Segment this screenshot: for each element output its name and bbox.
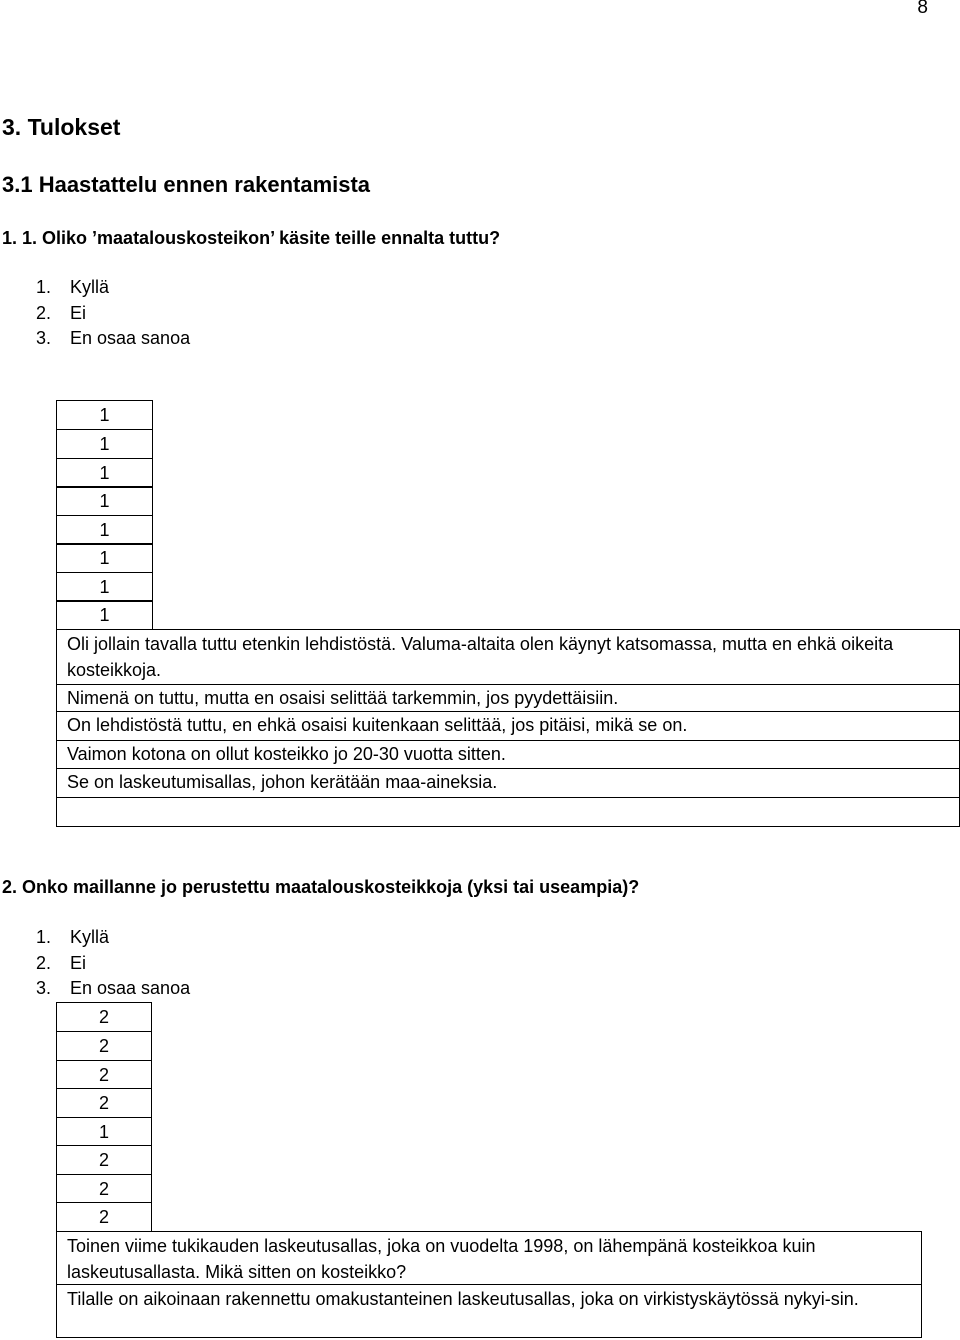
option-number: 3.	[36, 978, 52, 998]
answer-cell: Se on laskeutumisallas, johon kerätään maa-aineksia.	[56, 768, 960, 798]
code-cell: 2	[56, 1145, 152, 1175]
code-cell: 1	[56, 429, 153, 459]
q1-option-3	[36, 328, 190, 349]
option-label: En osaa sanoa	[70, 328, 191, 348]
section-heading: 3. Tulokset	[2, 114, 121, 140]
code-cell: 2	[56, 1174, 152, 1203]
code-cell: 1	[56, 458, 153, 488]
option-label: En osaa sanoa	[70, 978, 191, 998]
q2-option-3	[36, 978, 190, 999]
answer-cell: Oli jollain tavalla tuttu etenkin lehdistöstä. Valuma-altaita olen käynyt katsomassa, mutta en ehkä oikeita kosteikkoja.	[56, 629, 960, 685]
answer-cell: Tilalle on aikoinaan rakennettu omakustanteinen laskeutusallas, joka on virkistyskäytössä nykyi-sin.	[56, 1284, 922, 1338]
option-number: 3.	[36, 328, 52, 348]
answer-cell: Toinen viime tukikauden laskeutusallas, joka on vuodelta 1998, on lähempänä kosteikkoa kuin laskeutusallasta. Mikä sitten on kosteikko?	[56, 1231, 922, 1285]
q2-option-2	[36, 953, 86, 974]
option-label: Kyllä	[70, 277, 110, 297]
answer-cell: Vaimon kotona on ollut kosteikko jo 20-30 vuotta sitten.	[56, 740, 960, 769]
option-number: 1.	[36, 277, 52, 297]
answer-cell: On lehdistöstä tuttu, en ehkä osaisi kuitenkaan selittää, jos pitäisi, mikä se on.	[56, 711, 960, 741]
option-number: 1.	[36, 927, 52, 947]
option-number: 2.	[36, 303, 52, 323]
code-cell: 1	[56, 543, 153, 573]
page-number: 8	[917, 0, 928, 18]
question-1: 1. 1. Oliko ’maatalouskosteikon’ käsite teille ennalta tuttu?	[2, 228, 501, 248]
answer-cell	[56, 797, 960, 827]
code-cell: 2	[56, 1031, 152, 1061]
q1-option-2	[36, 303, 86, 324]
code-cell: 1	[56, 400, 153, 430]
question-2: 2. Onko maillanne jo perustettu maatalouskosteikkoja (yksi tai useampia)?	[2, 877, 640, 897]
code-cell: 1	[56, 486, 153, 516]
option-label: Kyllä	[70, 927, 110, 947]
answer-cell: Nimenä on tuttu, mutta en osaisi selittää tarkemmin, jos pyydettäisiin.	[56, 684, 960, 712]
code-cell: 1	[56, 1117, 152, 1146]
code-cell: 1	[56, 515, 153, 545]
code-cell: 1	[56, 572, 153, 602]
code-cell: 2	[56, 1202, 152, 1232]
q1-option-1	[36, 277, 109, 298]
option-label: Ei	[70, 953, 87, 973]
code-cell: 2	[56, 1088, 152, 1118]
code-cell: 1	[56, 600, 153, 630]
code-cell: 2	[56, 1060, 152, 1089]
subsection-heading: 3.1 Haastattelu ennen rakentamista	[2, 172, 371, 197]
code-cell: 2	[56, 1002, 152, 1032]
option-label: Ei	[70, 303, 87, 323]
option-number: 2.	[36, 953, 52, 973]
q2-option-1	[36, 927, 109, 948]
